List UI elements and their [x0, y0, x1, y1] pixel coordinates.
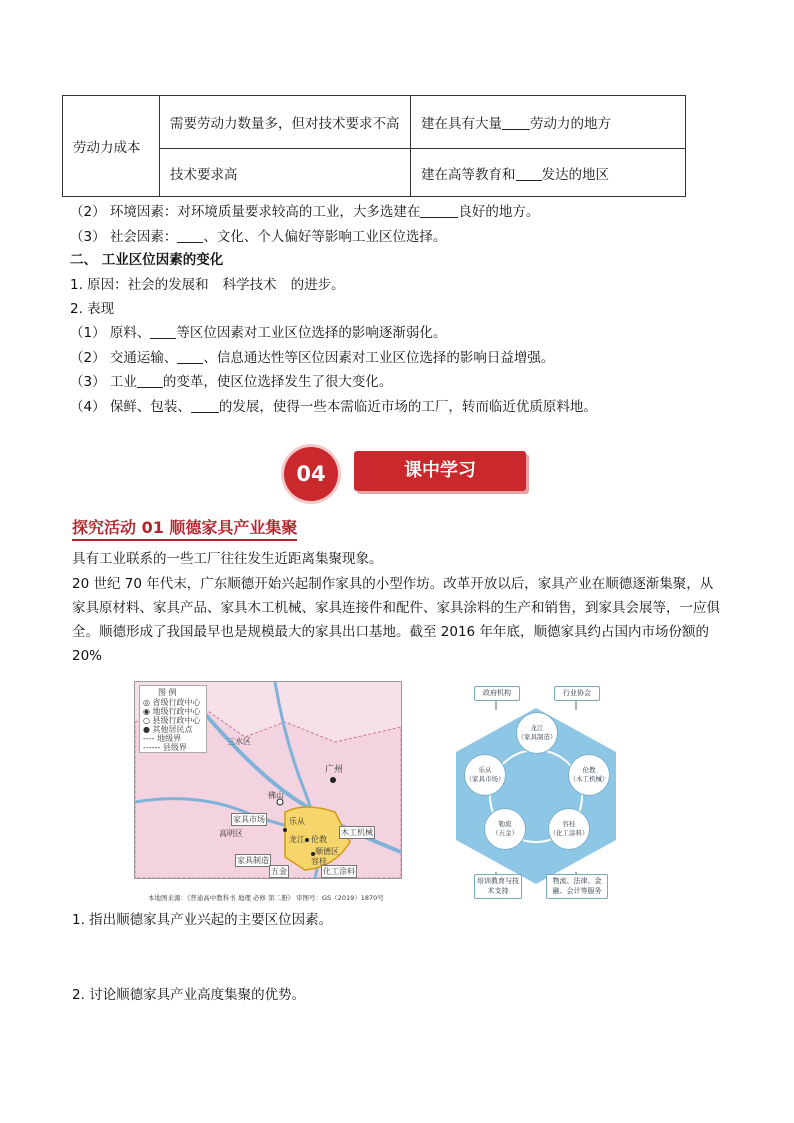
services-box: 物流、法律、金融、会计等服务	[546, 874, 608, 899]
map-source: 本地图来源：《普通高中教科书 地理 必修 第二册》 审图号：GS（2019）1870号	[148, 894, 384, 902]
social-factor-line: （3） 社会因素： 、文化、个人偏好等影响工业区位选择。	[70, 229, 447, 245]
map-label-lunjiao: 伦教	[311, 835, 327, 844]
legend-item: ○ 县级行政中心	[143, 716, 201, 725]
activity-title: 探究活动 01 顺德家具产业集聚	[72, 515, 297, 541]
performance-item-3: （3） 工业 的变革，使区位选择发生了很大变化。	[70, 374, 393, 390]
performance-item-4: （4） 保鲜、包装、 的发展，使得一些本需临近市场的工厂，转而临近优质原料地。	[70, 399, 597, 415]
cluster-node-lecong: 乐从 （家具市场）	[464, 754, 506, 796]
section-banner-title: 课中学习	[354, 451, 526, 491]
map-label-ronggui: 容桂	[311, 857, 327, 866]
map-label-lecong: 乐从	[289, 817, 305, 826]
requirement-cell-2: 技术要求高	[160, 149, 411, 197]
training-box: 培训教育与技术支持	[474, 874, 522, 899]
performance-item-1: （1） 原料、 等区位因素对工业区位选择的影响逐渐弱化。	[70, 325, 447, 341]
map-label-market: 家具市场	[233, 815, 265, 824]
industry-assoc-box: 行业协会	[554, 686, 600, 701]
labor-cost-header: 劳动力成本	[63, 96, 160, 197]
map-label-guangzhou: 广州	[325, 765, 344, 775]
question-2: 2. 讨论顺德家具产业高度集聚的优势。	[72, 987, 306, 1003]
labor-cost-table	[62, 95, 686, 197]
activity-body: 20 世纪 70 年代末，广东顺德开始兴起制作家具的小型作坊。改革开放以后，家具产业在顺德逐渐集聚，从家具原材料、家具产品、家具木工机械、家具连接件和配件、家具涂料的生产和销售，到家具会展等，一应俱全。顺德形成了我国最早也是规模最大的家具出口基地。截至 2016 年年底，顺德家具约占国内市场份额的 20%	[72, 576, 720, 664]
cluster-diagram	[450, 680, 622, 900]
location-cell-2: 建在高等教育和 发达的地区	[411, 149, 686, 197]
legend-title: 图 例	[158, 688, 177, 697]
map-label-shunde: 顺德区	[315, 847, 339, 856]
performance-item-2: （2） 交通运输、 、信息通达性等区位因素对工业区位选择的影响日益增强。	[70, 350, 555, 366]
map-label-longjiang: 龙江	[289, 835, 305, 844]
change-heading: 二、 工业区位因素的变化	[70, 252, 224, 268]
gov-agency-box: 政府机构	[474, 686, 520, 701]
location-cell-1: 建在具有大量 劳动力的地方	[411, 96, 686, 149]
map-label-wood: 木工机械	[341, 828, 373, 837]
legend-item: ◎ 省级行政中心	[143, 698, 201, 707]
cluster-node-ronggui: 容桂 （化工涂料）	[548, 808, 590, 850]
legend-item: ● 其他居民点	[143, 725, 193, 734]
map-label-wuji: 五金	[271, 867, 287, 876]
legend-item: ◉ 地级行政中心	[143, 707, 201, 716]
map-legend	[139, 685, 207, 753]
map-label-sanshui: 三水区	[227, 737, 251, 746]
map-label-foshan: 佛山	[268, 791, 284, 800]
map-label-gaoming: 高明区	[219, 829, 243, 838]
legend-item: ------ 县级界	[143, 743, 187, 752]
performance-heading: 2. 表现	[70, 301, 115, 317]
cluster-node-leliu: 勒流 （五金）	[484, 808, 526, 850]
cluster-node-longjiang: 龙江 （家具制造）	[516, 712, 558, 754]
question-1: 1. 指出顺德家具产业兴起的主要区位因素。	[72, 912, 333, 928]
activity-intro: 具有工业联系的一些工厂往往发生近距离集聚现象。	[72, 551, 383, 567]
cluster-node-lunjiao: 伦教 （木工机械）	[568, 754, 610, 796]
legend-item: ---- 地级界	[143, 734, 182, 743]
reason-line: 1. 原因：社会的发展和 科学技术 的进步。	[70, 277, 345, 293]
map-label-furniture: 家具制造	[237, 856, 269, 865]
env-factor-line: （2） 环境因素：对环境质量要求较高的工业，大多选建在 良好的地方。	[70, 204, 540, 220]
requirement-cell-1: 需要劳动力数量多，但对技术要求不高	[160, 96, 411, 149]
map-label-paint: 化工涂料	[323, 867, 355, 876]
section-number-badge: 04	[284, 447, 338, 501]
shunde-map	[134, 681, 402, 879]
